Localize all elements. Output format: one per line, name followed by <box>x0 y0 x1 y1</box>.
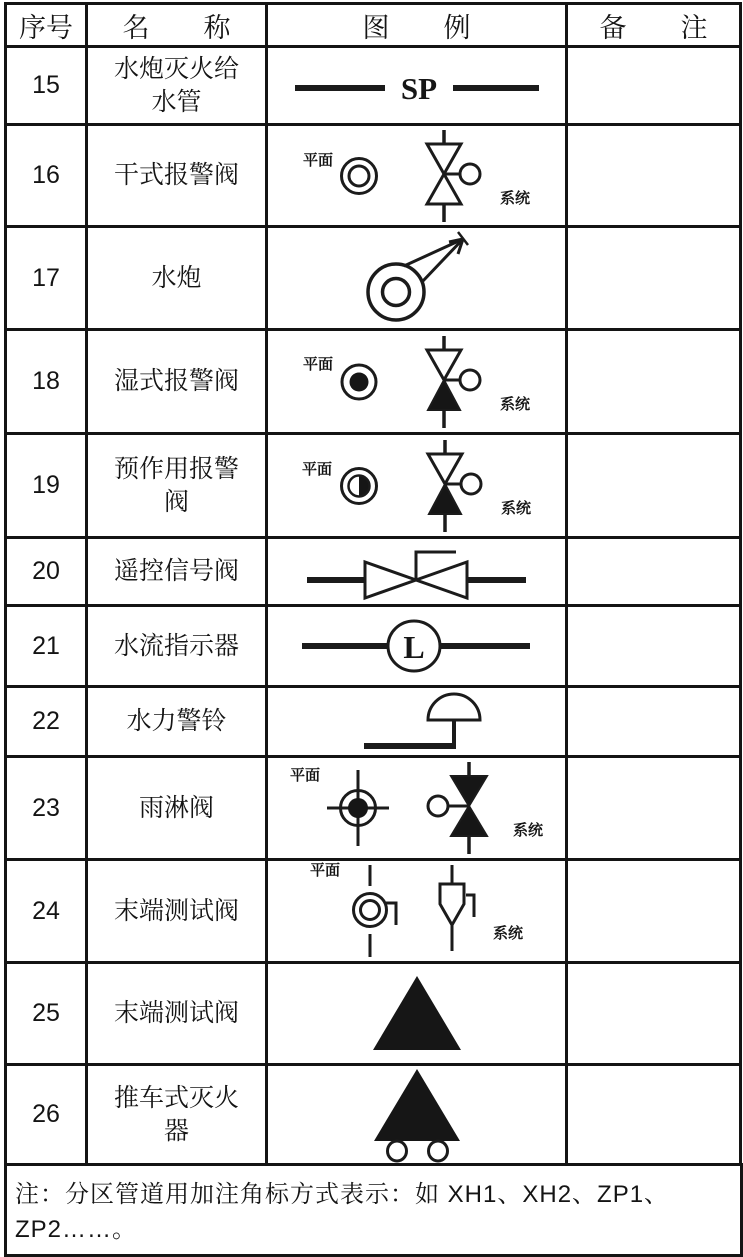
table-row <box>6 963 741 1065</box>
row-name: 湿式报警阀 <box>87 330 267 434</box>
row-name: 推车式灭火器 <box>87 1065 267 1165</box>
row-name: 水流指示器 <box>87 606 267 687</box>
system-label: 系统 <box>512 822 543 839</box>
row-name: 干式报警阀 <box>87 125 267 227</box>
system-symbol-group <box>415 760 543 856</box>
plan-label: 平面 <box>309 862 340 879</box>
flow-indicator-icon <box>300 618 534 674</box>
water-cannon-icon <box>356 230 478 326</box>
legend-table <box>4 2 742 1166</box>
row-number: 18 <box>6 330 87 434</box>
row-number: 21 <box>6 606 87 687</box>
header-name: 名 称 <box>87 4 267 47</box>
end-test-valve-system-icon <box>427 863 485 959</box>
table-row <box>6 125 741 227</box>
system-symbol-group <box>404 334 530 430</box>
footnote: 注：分区管道用加注角标方式表示：如 XH1、XH2、ZP1、ZP2……。 <box>4 1163 743 1257</box>
cart-extinguisher-icon <box>342 1067 492 1163</box>
header-remark: 备 注 <box>567 4 741 47</box>
water-motor-gong-icon <box>332 690 502 754</box>
system-label: 系统 <box>500 499 531 517</box>
row-symbol-cell <box>267 330 567 434</box>
remote-signal-valve-icon <box>305 542 529 602</box>
row-name: 雨淋阀 <box>87 757 267 860</box>
row-number: 20 <box>6 538 87 606</box>
plan-label: 平面 <box>302 151 333 169</box>
row-number: 17 <box>6 227 87 330</box>
plan-symbol-group <box>303 153 382 199</box>
solid-triangle-symbol <box>342 972 492 1056</box>
header-legend: 图 例 <box>267 4 567 47</box>
system-symbol-group <box>405 438 531 534</box>
row-name: 水炮 <box>87 227 267 330</box>
table-row <box>6 606 741 687</box>
row-symbol-cell <box>267 860 567 963</box>
end-test-valve-plan-icon <box>343 863 405 959</box>
dry-alarm-valve-system-icon <box>404 128 492 224</box>
row-symbol-cell <box>267 227 567 330</box>
row-number: 24 <box>6 860 87 963</box>
flow-indicator-letter: L <box>402 629 425 665</box>
wet-alarm-valve-system-icon <box>404 334 492 430</box>
table-row <box>6 860 741 963</box>
plan-label: 平面 <box>302 355 333 373</box>
row-remark-cell <box>567 757 741 860</box>
row-name: 水力警铃 <box>87 687 267 757</box>
sp-pipe-symbol-wrap <box>268 66 565 106</box>
table-row <box>6 434 741 538</box>
row-remark-cell <box>567 434 741 538</box>
header-serial: 序号 <box>6 4 87 47</box>
plan-label: 平面 <box>289 767 320 784</box>
header-row <box>6 4 741 47</box>
preaction-valve-system-icon <box>405 438 493 534</box>
preaction-valve-plan-icon <box>335 462 383 510</box>
row-number: 23 <box>6 757 87 860</box>
dry-alarm-valve-plan-icon <box>336 153 382 199</box>
row-number: 19 <box>6 434 87 538</box>
table-row <box>6 1065 741 1165</box>
row-name: 末端测试阀 <box>87 860 267 963</box>
row-symbol-cell <box>267 125 567 227</box>
row-symbol-cell <box>267 47 567 125</box>
deluge-valve-plan-icon <box>323 768 393 848</box>
row-symbol-cell <box>267 606 567 687</box>
row-remark-cell <box>567 687 741 757</box>
plan-symbol-group <box>290 768 393 848</box>
plan-symbol-group <box>302 462 383 510</box>
system-symbol-group <box>427 863 523 959</box>
system-label: 系统 <box>492 925 523 942</box>
row-remark-cell <box>567 1065 741 1165</box>
deluge-valve-system-icon <box>415 760 505 856</box>
table-row <box>6 538 741 606</box>
sp-pipe-label: SP <box>400 70 437 106</box>
row-symbol-cell <box>267 1065 567 1165</box>
plan-symbol-group <box>310 863 405 959</box>
row-remark-cell <box>567 47 741 125</box>
system-label: 系统 <box>499 395 530 413</box>
wet-alarm-valve-plan-icon <box>336 357 382 407</box>
table-row <box>6 687 741 757</box>
row-symbol-cell <box>267 757 567 860</box>
system-symbol-group <box>404 128 530 224</box>
row-number: 22 <box>6 687 87 757</box>
row-number: 25 <box>6 963 87 1065</box>
row-remark-cell <box>567 125 741 227</box>
plan-label: 平面 <box>301 460 332 478</box>
table-row <box>6 330 741 434</box>
system-label: 系统 <box>499 189 530 207</box>
row-remark-cell <box>567 963 741 1065</box>
sp-pipe-symbol <box>291 66 543 106</box>
row-remark-cell <box>567 538 741 606</box>
row-name: 预作用报警阀 <box>87 434 267 538</box>
row-number: 26 <box>6 1065 87 1165</box>
row-symbol-cell <box>267 538 567 606</box>
row-remark-cell <box>567 606 741 687</box>
row-symbol-cell <box>267 687 567 757</box>
table-row <box>6 757 741 860</box>
row-number: 16 <box>6 125 87 227</box>
row-remark-cell <box>567 860 741 963</box>
row-name: 末端测试阀 <box>87 963 267 1065</box>
plan-symbol-group <box>303 357 382 407</box>
table-row <box>6 47 741 125</box>
table-row <box>6 227 741 330</box>
row-name: 水炮灭火给水管 <box>87 47 267 125</box>
row-remark-cell <box>567 330 741 434</box>
row-remark-cell <box>567 227 741 330</box>
row-symbol-cell <box>267 963 567 1065</box>
row-name: 遥控信号阀 <box>87 538 267 606</box>
row-number: 15 <box>6 47 87 125</box>
row-symbol-cell <box>267 434 567 538</box>
